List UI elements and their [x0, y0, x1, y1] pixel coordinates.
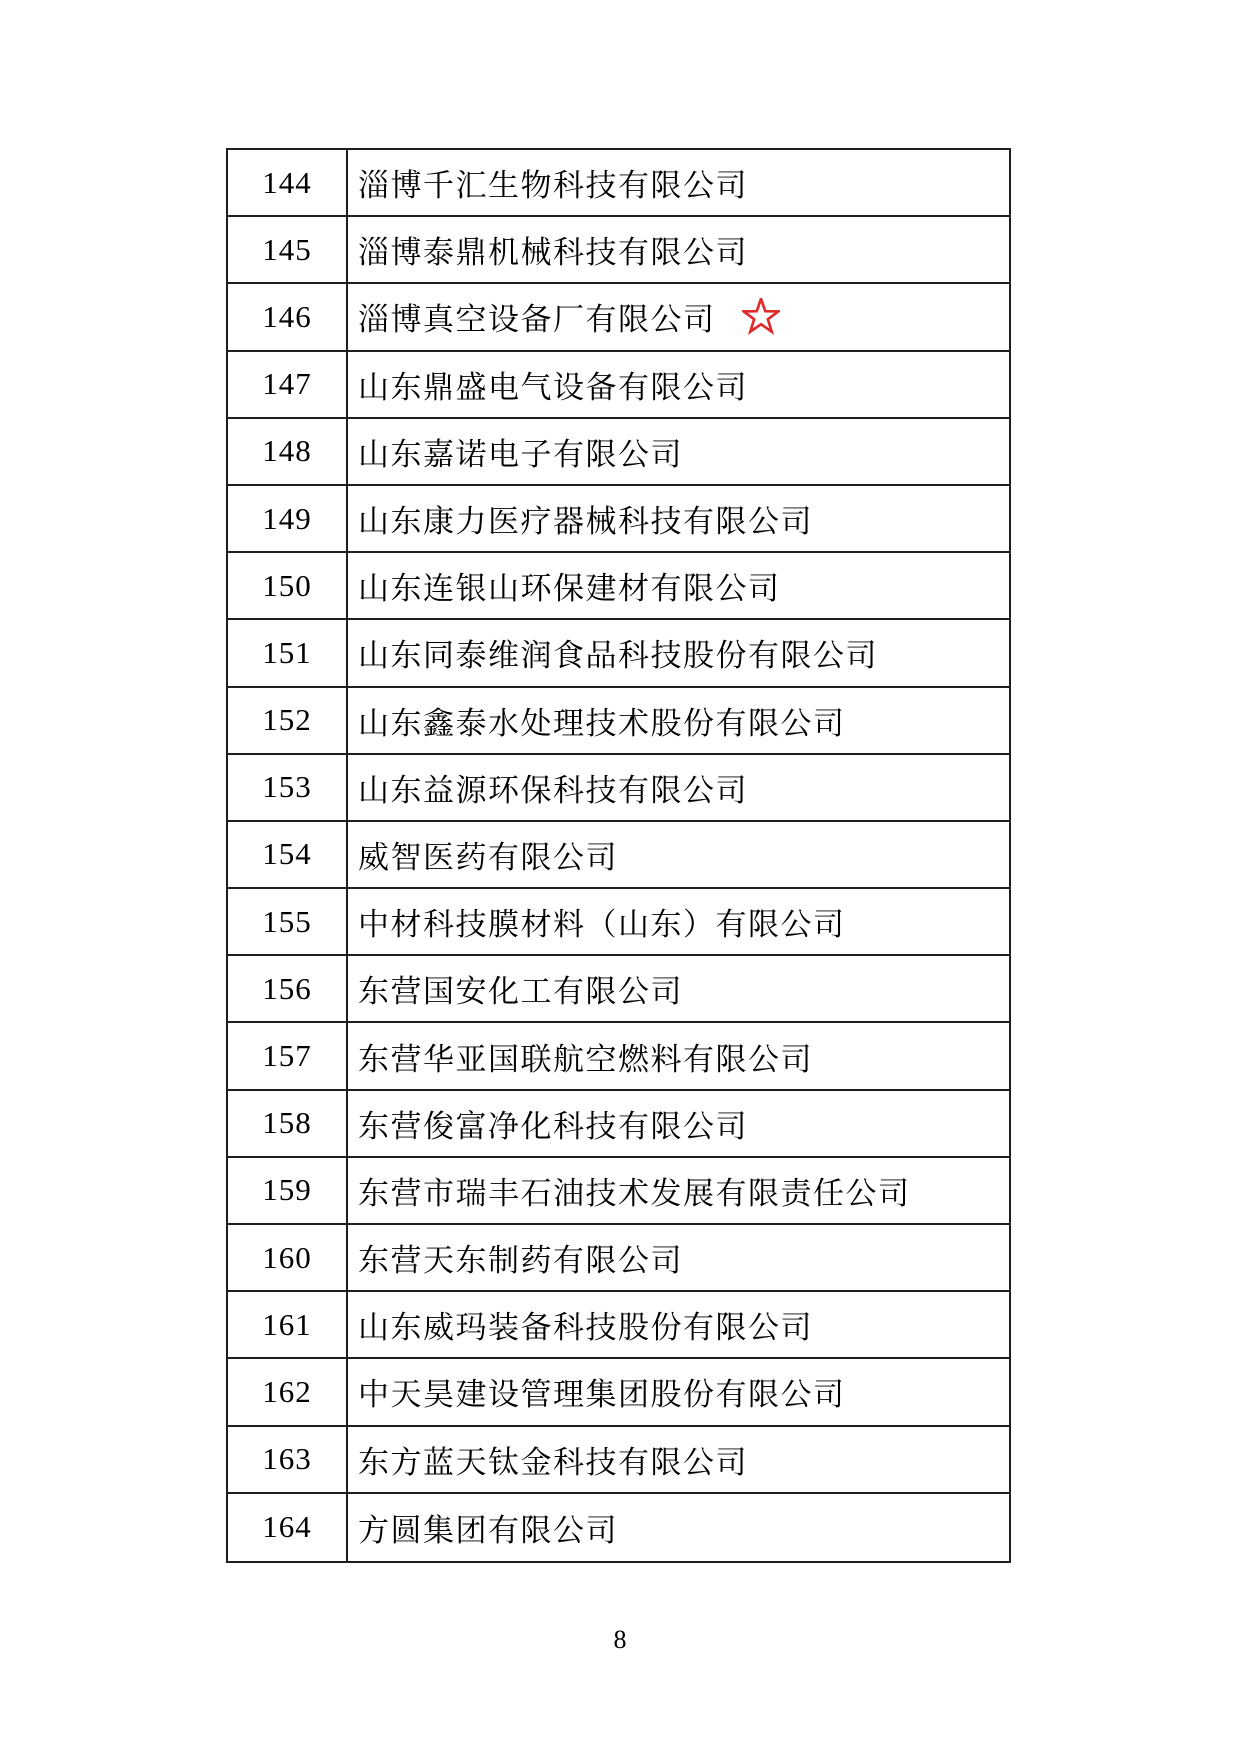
row-number: 146	[262, 298, 312, 334]
company-name: 山东威玛装备科技股份有限公司	[358, 1310, 813, 1346]
table-row	[228, 688, 1009, 755]
row-number-cell	[228, 553, 348, 618]
company-name-cell	[348, 956, 1009, 1021]
row-number: 161	[262, 1306, 312, 1342]
company-name-cell	[348, 352, 1009, 417]
table-row	[228, 889, 1009, 956]
row-number-cell	[228, 1158, 348, 1223]
company-name-cell	[348, 1225, 1009, 1290]
row-number-cell	[228, 1359, 348, 1424]
company-name: 山东鑫泰水处理技术股份有限公司	[358, 705, 846, 741]
company-name-cell	[348, 1359, 1009, 1424]
company-name-cell	[348, 688, 1009, 753]
row-number: 148	[262, 433, 312, 469]
company-name: 山东同泰维润食品科技股份有限公司	[358, 638, 878, 674]
page-number: 8	[613, 1625, 627, 1654]
table-row	[228, 217, 1009, 284]
company-name: 东营华亚国联航空燃料有限公司	[358, 1041, 813, 1077]
row-number-cell	[228, 1023, 348, 1088]
company-name-cell	[348, 889, 1009, 954]
row-number: 155	[262, 903, 312, 939]
table-row	[228, 620, 1009, 687]
row-number-cell	[228, 620, 348, 685]
table-row	[228, 1158, 1009, 1225]
company-name: 淄博千汇生物科技有限公司	[358, 168, 748, 204]
row-number: 163	[262, 1441, 312, 1477]
company-name: 山东康力医疗器械科技有限公司	[358, 504, 813, 540]
row-number-cell	[228, 419, 348, 484]
company-name: 威智医药有限公司	[358, 839, 618, 875]
company-name: 淄博泰鼎机械科技有限公司	[358, 235, 748, 271]
row-number-cell	[228, 688, 348, 753]
company-name-cell	[348, 217, 1009, 282]
row-number-cell	[228, 352, 348, 417]
row-number: 158	[262, 1105, 312, 1141]
row-number: 159	[262, 1172, 312, 1208]
table-row	[228, 1292, 1009, 1359]
row-number-cell	[228, 1091, 348, 1156]
row-number: 147	[262, 366, 312, 402]
table-row	[228, 1225, 1009, 1292]
table-row	[228, 1427, 1009, 1494]
company-name-cell	[348, 1494, 1009, 1561]
company-name: 山东鼎盛电气设备有限公司	[358, 369, 748, 405]
company-name: 东方蓝天钛金科技有限公司	[358, 1444, 748, 1480]
company-name-cell	[348, 822, 1009, 887]
row-number: 153	[262, 769, 312, 805]
company-name-cell	[348, 1091, 1009, 1156]
row-number: 144	[262, 164, 312, 200]
company-name-cell	[348, 419, 1009, 484]
company-name-cell	[348, 755, 1009, 820]
company-name-cell	[348, 486, 1009, 551]
row-number: 149	[262, 500, 312, 536]
company-name-cell	[348, 284, 1009, 349]
row-number: 160	[262, 1239, 312, 1275]
row-number-cell	[228, 755, 348, 820]
table-row	[228, 956, 1009, 1023]
row-number-cell	[228, 150, 348, 215]
row-number-cell	[228, 1225, 348, 1290]
row-number-cell	[228, 822, 348, 887]
company-name-cell	[348, 1158, 1009, 1223]
company-name-cell	[348, 620, 1009, 685]
company-name: 东营天东制药有限公司	[358, 1243, 683, 1279]
company-name-cell	[348, 553, 1009, 618]
company-name: 山东益源环保科技有限公司	[358, 772, 748, 808]
table-row	[228, 419, 1009, 486]
row-number-cell	[228, 956, 348, 1021]
company-name: 东营市瑞丰石油技术发展有限责任公司	[358, 1175, 911, 1211]
row-number: 162	[262, 1373, 312, 1409]
row-number-cell	[228, 889, 348, 954]
company-name: 中天昊建设管理集团股份有限公司	[358, 1377, 846, 1413]
table-row	[228, 1091, 1009, 1158]
table-row	[228, 755, 1009, 822]
company-name-cell	[348, 1292, 1009, 1357]
table-row	[228, 553, 1009, 620]
row-number-cell	[228, 217, 348, 282]
row-number: 157	[262, 1038, 312, 1074]
row-number: 150	[262, 567, 312, 603]
row-number: 145	[262, 231, 312, 267]
row-number: 152	[262, 702, 312, 738]
company-name: 山东嘉诺电子有限公司	[358, 436, 683, 472]
table-row	[228, 284, 1009, 351]
table-row	[228, 1494, 1009, 1561]
row-number: 154	[262, 836, 312, 872]
company-name: 中材科技膜材料（山东）有限公司	[358, 907, 846, 943]
row-number-cell	[228, 284, 348, 349]
company-name: 淄博真空设备厂有限公司	[358, 302, 716, 338]
table-row	[228, 1023, 1009, 1090]
row-number-cell	[228, 1427, 348, 1492]
row-number: 164	[262, 1509, 312, 1545]
company-table	[226, 148, 1011, 1563]
company-name: 方圆集团有限公司	[358, 1512, 618, 1548]
company-name: 山东连银山环保建材有限公司	[358, 571, 781, 607]
table-row	[228, 1359, 1009, 1426]
row-number-cell	[228, 1292, 348, 1357]
company-name: 东营俊富净化科技有限公司	[358, 1108, 748, 1144]
company-name-cell	[348, 150, 1009, 215]
table-row	[228, 822, 1009, 889]
row-number-cell	[228, 1494, 348, 1561]
table-row	[228, 352, 1009, 419]
company-name-cell	[348, 1427, 1009, 1492]
star-icon	[742, 298, 780, 336]
row-number: 156	[262, 970, 312, 1006]
table-row	[228, 150, 1009, 217]
company-name: 东营国安化工有限公司	[358, 974, 683, 1010]
row-number-cell	[228, 486, 348, 551]
table-row	[228, 486, 1009, 553]
row-number: 151	[262, 634, 312, 670]
company-name-cell	[348, 1023, 1009, 1088]
